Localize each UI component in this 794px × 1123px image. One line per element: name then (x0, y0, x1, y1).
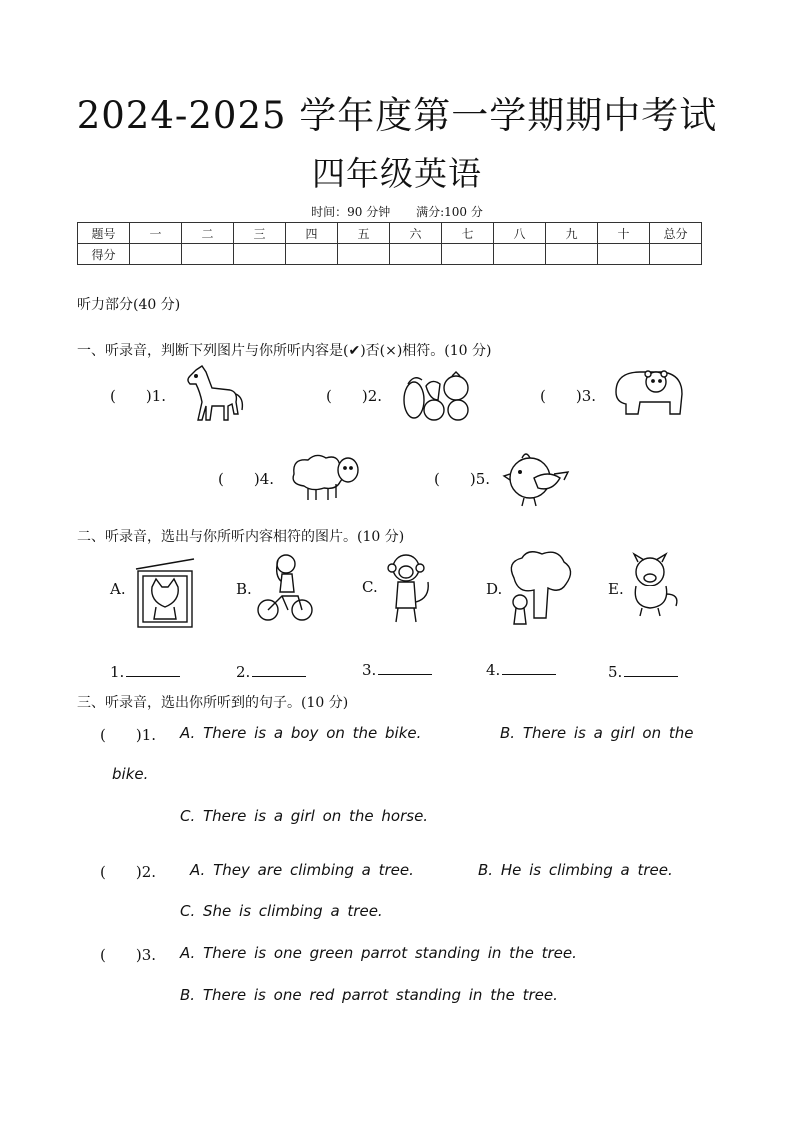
score-table-cell: 九 (546, 223, 598, 244)
score-table-cell: 五 (338, 223, 390, 244)
part2-instruction: 二、听录音，选出与你所听内容相符的图片。(10 分) (77, 529, 405, 545)
part2-option-a: A. (110, 580, 126, 598)
part3-q1-option-b-cont: bike. (112, 765, 149, 783)
answer-number: 5. (608, 663, 623, 681)
part2-answer-3[interactable] (362, 660, 432, 679)
answer-blank[interactable] (252, 662, 306, 677)
part3-q2-option-b: B. He is climbing a tree. (478, 861, 673, 879)
score-table-cell: 十 (598, 223, 650, 244)
pig-icon (626, 554, 682, 618)
score-table-cell: 六 (390, 223, 442, 244)
part3-q1-number[interactable]: ( )1. (100, 726, 157, 744)
exam-full-marks: 满分:100 分 (416, 205, 483, 219)
score-input-cell[interactable] (546, 244, 598, 265)
part2-answer-5[interactable] (608, 662, 678, 681)
exam-title: 2024-2025 学年度第一学期期中考试 (76, 94, 718, 137)
answer-number: 1. (110, 663, 125, 681)
tree-and-boy-icon (504, 548, 576, 628)
score-input-cell[interactable] (130, 244, 182, 265)
exam-meta (0, 203, 794, 220)
score-table-cell: 七 (442, 223, 494, 244)
score-row-label: 得分 (78, 244, 130, 265)
part1-item-3[interactable]: ( )3. (540, 387, 597, 405)
score-table-cell: 三 (234, 223, 286, 244)
part1-item-1[interactable]: ( )1. (110, 387, 167, 405)
part3-instruction: 三、听录音，选出你所听到的句子。(10 分) (77, 695, 349, 711)
score-input-cell[interactable] (494, 244, 546, 265)
part2-answer-2[interactable] (236, 662, 306, 681)
horse-icon (182, 362, 246, 426)
vegetables-icon (398, 370, 478, 426)
part2-option-b: B. (236, 580, 252, 598)
score-input-cell[interactable] (182, 244, 234, 265)
score-input-cell[interactable] (442, 244, 494, 265)
fox-picture-icon (134, 557, 196, 629)
score-table-score-row (78, 244, 702, 265)
part3-q3-option-a: A. There is one green parrot standing in the tree. (180, 944, 577, 962)
score-table (77, 222, 702, 265)
girl-on-bike-icon (254, 552, 316, 624)
part2-answer-4[interactable] (486, 660, 556, 679)
score-table-header-row (78, 223, 702, 244)
score-table-cell: 题号 (78, 223, 130, 244)
bear-icon (610, 366, 686, 418)
part3-q1-option-b: B. There is a girl on the (500, 724, 694, 742)
part2-answer-1[interactable] (110, 662, 180, 681)
sheep-icon (286, 448, 362, 504)
answer-number: 4. (486, 661, 501, 679)
answer-blank[interactable] (502, 660, 556, 675)
monkey-icon (384, 552, 434, 626)
score-table-cell: 一 (130, 223, 182, 244)
answer-number: 3. (362, 661, 377, 679)
part2-option-c: C. (362, 578, 378, 596)
part3-q2-option-a: A. They are climbing a tree. (190, 861, 414, 879)
part3-q2-number[interactable]: ( )2. (100, 863, 157, 881)
part2-option-e: E. (608, 580, 624, 598)
part1-item-5[interactable]: ( )5. (434, 470, 491, 488)
exam-time: 时间：90 分钟 (311, 205, 391, 219)
score-input-cell[interactable] (650, 244, 702, 265)
part2-option-d: D. (486, 580, 503, 598)
score-table-cell: 二 (182, 223, 234, 244)
part1-instruction: 一、听录音，判断下列图片与你所听内容是(✔)否(×)相符。(10 分) (77, 343, 492, 359)
score-input-cell[interactable] (234, 244, 286, 265)
part1-item-2[interactable]: ( )2. (326, 387, 383, 405)
answer-number: 2. (236, 663, 251, 681)
score-table-cell: 八 (494, 223, 546, 244)
score-input-cell[interactable] (286, 244, 338, 265)
exam-subtitle: 四年级英语 (312, 154, 482, 193)
listening-heading: 听力部分(40 分) (77, 297, 181, 313)
score-input-cell[interactable] (338, 244, 390, 265)
part3-q3-option-b: B. There is one red parrot standing in the tree. (180, 986, 558, 1004)
bird-icon (504, 444, 574, 512)
score-table-cell: 四 (286, 223, 338, 244)
part3-q1-option-c: C. There is a girl on the horse. (180, 807, 429, 825)
answer-blank[interactable] (624, 662, 678, 677)
part1-item-4[interactable]: ( )4. (218, 470, 275, 488)
answer-blank[interactable] (378, 660, 432, 675)
part3-q1-option-a: A. There is a boy on the bike. (180, 724, 422, 742)
score-input-cell[interactable] (598, 244, 650, 265)
score-table-cell: 总分 (650, 223, 702, 244)
answer-blank[interactable] (126, 662, 180, 677)
part3-q2-option-c: C. She is climbing a tree. (180, 902, 383, 920)
score-input-cell[interactable] (390, 244, 442, 265)
part3-q3-number[interactable]: ( )3. (100, 946, 157, 964)
